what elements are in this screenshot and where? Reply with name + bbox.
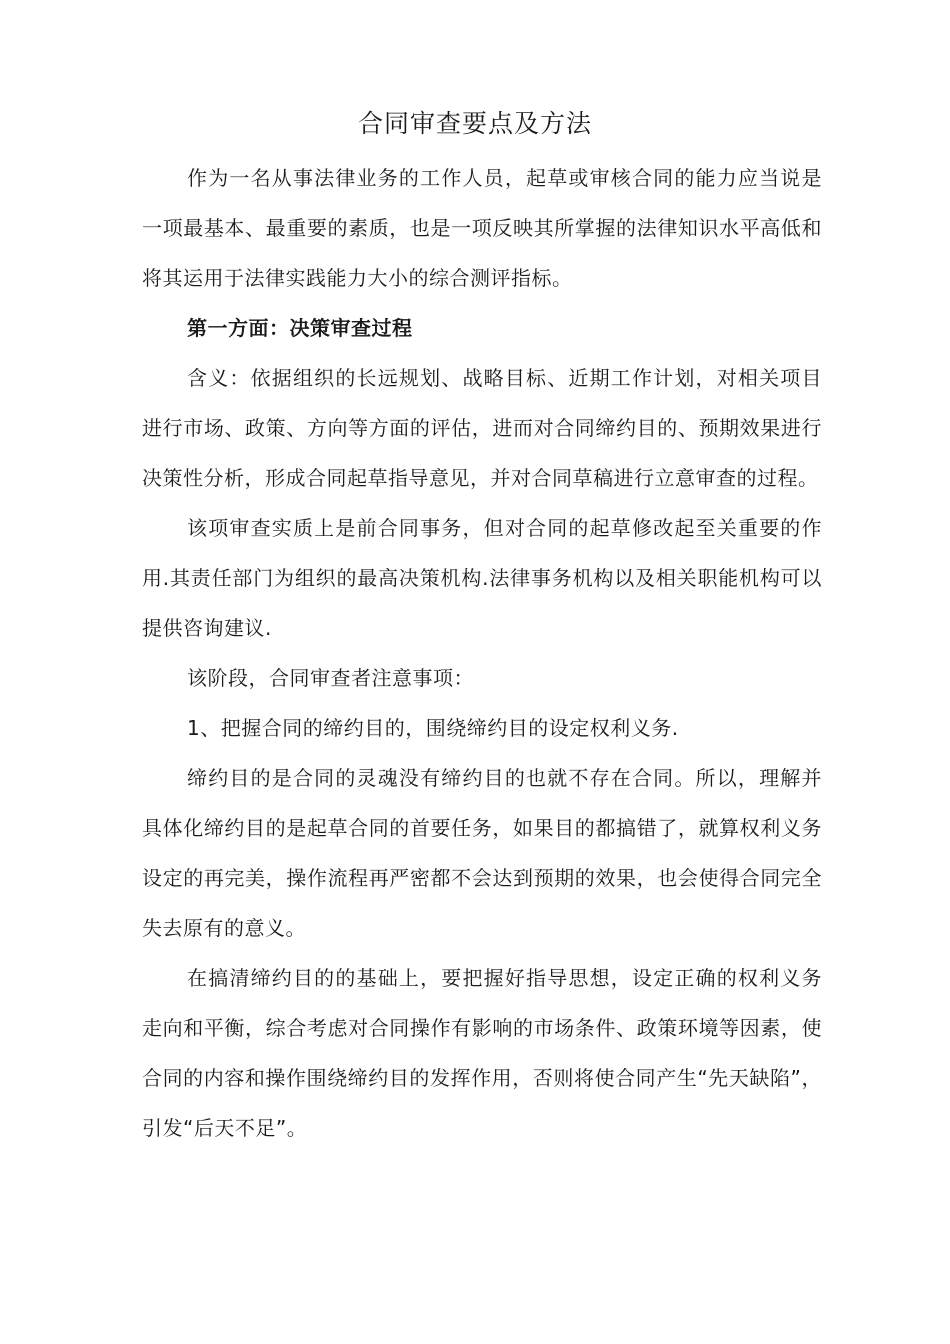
section-heading: 第一方面：决策审查过程 bbox=[187, 316, 413, 340]
paragraph-responsibility: 该项审查实质上是前合同事务，但对合同的起草修改起至关重要的作用.其责任部门为组织的最高决策机构.法律事务机构以及相关职能机构可以提供咨询建议. bbox=[142, 516, 822, 640]
paragraph-item-1: 1、把握合同的缔约目的，围绕缔约目的设定权利义务. bbox=[187, 716, 679, 740]
document-title: 合同审查要点及方法 bbox=[357, 109, 592, 138]
paragraph-intro: 作为一名从事法律业务的工作人员，起草或审核合同的能力应当说是一项最基本、最重要的素质，也是一项反映其所掌握的法律知识水平高低和将其运用于法律实践能力大小的综合测评指标。 bbox=[142, 166, 822, 290]
document-body bbox=[142, 153, 822, 1153]
paragraph-notes-intro: 该阶段，合同审查者注意事项： bbox=[187, 666, 474, 690]
paragraph-definition: 含义：依据组织的长远规划、战略目标、近期工作计划，对相关项目进行市场、政策、方向等方面的评估，进而对合同缔约目的、预期效果进行决策性分析，形成合同起草指导意见，并对合同草稿进行立意审查的过程。 bbox=[142, 366, 822, 490]
paragraph-guidance: 在搞清缔约目的的基础上，要把握好指导思想，设定正确的权利义务走向和平衡，综合考虑对合同操作有影响的市场条件、政策环境等因素，使合同的内容和操作围绕缔约目的发挥作用，否则将使合同产生“先天缺陷”，引发“后天不足”。 bbox=[142, 966, 822, 1140]
paragraph-purpose: 缔约目的是合同的灵魂没有缔约目的也就不存在合同。所以，理解并具体化缔约目的是起草合同的首要任务，如果目的都搞错了，就算权利义务设定的再完美，操作流程再严密都不会达到预期的效果，也会使得合同完全失去原有的意义。 bbox=[142, 766, 822, 940]
